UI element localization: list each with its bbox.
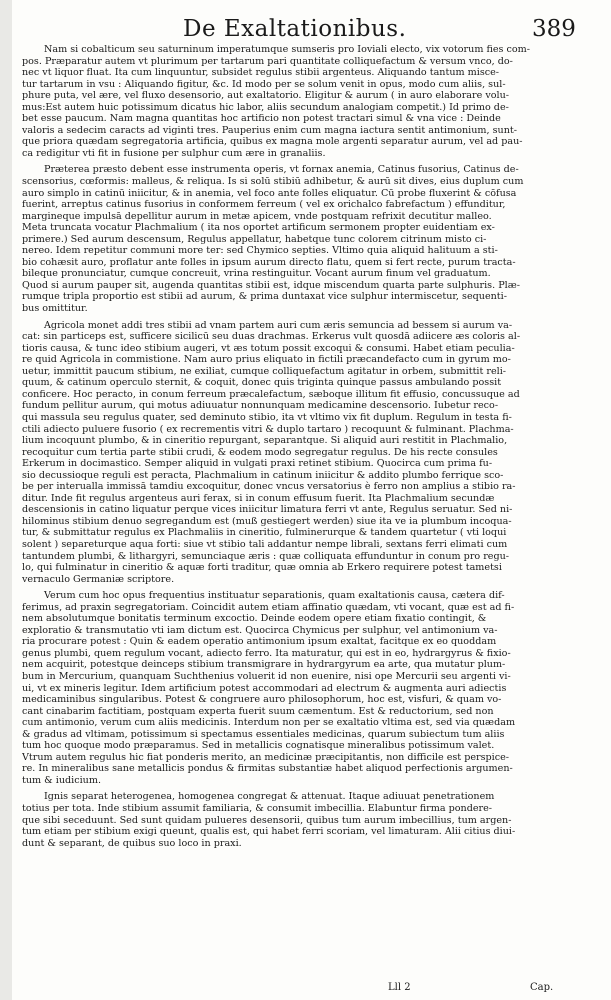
paragraph bbox=[22, 590, 578, 786]
text-line: Vtrum autem regulus hic fiat ponderis merito, an medicinæ præcipitantis, non difficile est perspice- bbox=[22, 751, 510, 763]
text-line: primere.) Sed aurum descensum, Regulus appellatur, habetque tunc colorem citrinum misto ci- bbox=[22, 233, 487, 245]
text-line: tum etiam per stibium exigi queunt, qualis est, qui habet ferri scoriam, vel limaturam. Alii citius diui- bbox=[22, 826, 516, 838]
text-line: tur, & submittatur regulus ex Plachmaliis in cineritio, fulminerurque & tandem quartetur ( vti loqui bbox=[22, 527, 507, 539]
text-line: nereo. Idem repetitur communi more ter: sed Chymico septies. Vltimo quia aliquid halituum a sti- bbox=[22, 245, 498, 257]
text-line: tur tartarum in vsu : Aliquando figitur, &c. Id modo per se solum venit in opus, modo cum aliis, sul- bbox=[22, 78, 506, 90]
text-line: uetur, immittit paucum stibium, ne exiliat, cumque colliquefactum agitatur in orbem, submittit reli- bbox=[22, 365, 507, 377]
text-line: quum, & catinum operculo sternit, & coquit, donec quis triginta quinque passus ambulando possit bbox=[22, 377, 502, 389]
text-line: qui massula seu regulus quater, sed deminuto stibio, ita vt vltimo vix fit duplum. Regulum in testa fi- bbox=[22, 411, 512, 423]
text-line: descensionis in catino liquatur perque vices iniicitur limatura ferri vt ante, Regulus seruatur. Sed ni- bbox=[22, 504, 513, 516]
text-line: be per interualla immissā tamdiu excoquitur, donec vncus versatorius è ferro non amplius a stibio ra- bbox=[22, 481, 516, 493]
paragraph bbox=[22, 164, 578, 314]
text-line: tum & iudicium. bbox=[22, 774, 101, 786]
text-line: cum antimonio, verum cum aliis medicinis. Interdum non per se exaltatio vltima est, sed via quædam bbox=[22, 717, 516, 729]
text-line: ctili adiecto puluere fusorio ( ex recrementis vitri & duplo tartaro ) recoquunt & fulminant. Plachma- bbox=[22, 423, 514, 435]
text-line: medicaminibus singularibus. Potest & congruere auro philosophorum, hoc est, visfuri, & quam vo- bbox=[22, 694, 502, 706]
text-line: Quod si aurum pauper sit, augenda quantitas stibii est, idque miscendum quarta parte sulphuris. Plæ- bbox=[22, 279, 520, 291]
paragraph bbox=[22, 791, 578, 849]
text-line: phure puta, vel ære, vel fluxo desensorio, aut exaltatorio. Eligitur & aurum ( in auro elaborare volu- bbox=[22, 90, 510, 102]
text-line: pos. Præparatur autem vt plurimum per tartarum pari quantitate colliquefactum & versum vnco, do- bbox=[22, 55, 513, 67]
text-line: & gradus ad vltimam, potissimum si spectamus essentiales medicinas, quarum subiectum tum aliis bbox=[22, 728, 505, 740]
page-edge-shadow bbox=[0, 0, 12, 1000]
text-line: Agricola monet addi tres stibii ad vnam partem auri cum æris semuncia ad bessem si aurum va- bbox=[44, 319, 513, 331]
paragraph bbox=[22, 320, 578, 586]
text-body bbox=[22, 44, 578, 849]
text-line: ria procurare potest : Quin & eadem operatio antimonium ipsum exaltat, facitque ex eo quoddam bbox=[22, 636, 497, 648]
text-line: bet esse paucum. Nam magna quantitas hoc artificio non potest tractari simul & vna vice : Deinde bbox=[22, 113, 501, 125]
text-line: que sibi seceduunt. Sed sunt quidam pulueres desensorii, quibus tum aurum imbecillius, tum argen- bbox=[22, 814, 512, 826]
text-line: nem absolutumque bonitatis terminum excoctio. Deinde eodem opere etiam fixatio contingit, & bbox=[22, 613, 487, 625]
text-line: scensorius, cœformis: malleus, & reliqua. Is si solū stibiū adhibetur, & aurū sit dives, eius duplum cum bbox=[22, 176, 524, 188]
text-line: dunt & separant, de quibus suo loco in praxi. bbox=[22, 837, 242, 849]
text-line: cant cinabarim factitiam, postquam experta fuerit suum cæmentum. Est & reductorium, sed non bbox=[22, 705, 494, 717]
text-line: vernaculo Germaniæ scriptore. bbox=[22, 573, 175, 585]
text-line: bus omittitur. bbox=[22, 303, 88, 315]
text-line: auro simplo in catinū iniicitur, & in anemia, vel foco ante folles eliquatur. Cū probe fluxerint & cōfusa bbox=[22, 187, 517, 199]
text-line: Verum cum hoc opus frequentius instituatur separationis, quam exaltationis causa, cætera dif- bbox=[44, 590, 505, 602]
text-line: lium incoquunt plumbo, & in cineritio repurgant, separantque. Si aliquid auri restitit in Plachmalio, bbox=[22, 435, 508, 447]
text-line: sio decussioque reguli est peracta, Plachmalium in catinum iniicitur & addito plumbo ferrique sco- bbox=[22, 469, 504, 481]
text-line: cat: sin particeps est, sufficere sicilicū seu duas drachmas. Erkerus vult quosdā adiicere æs coloris al- bbox=[22, 331, 521, 343]
text-line: conficere. Hoc peracto, in conum ferreum præcalefactum, sæboque illitum fit effusio, concussuque ad bbox=[22, 388, 520, 400]
text-line: recoquitur cum tertia parte stibii crudi, & eodem modo segregatur regulus. De his recte consules bbox=[22, 446, 498, 458]
text-line: que priora quædam segregatoria artificia, quibus ex magna mole argenti separatur aurum, vel ad pau- bbox=[22, 136, 523, 148]
text-line: mus:Est autem huic potissimum dicatus hic labor, aliis secundum analogiam competit.) Id primo de- bbox=[22, 101, 509, 113]
text-line: bileque pronunciatur, cumque concreuit, vrina restinguitur. Vocant aurum finum vel graduatum. bbox=[22, 268, 491, 280]
text-line: exploratio & transmutatio vti iam dictum est. Quocirca Chymicus per sulphur, vel antimonium va- bbox=[22, 624, 498, 636]
text-line: Præterea præsto debent esse instrumenta operis, vt fornax anemia, Catinus fusorius, Catinus de- bbox=[44, 164, 519, 176]
page-number: 389 bbox=[532, 16, 576, 42]
text-line: Erkerum in docimastico. Semper aliquid in vulgati praxi retinet stibium. Quocirca cum prima fu- bbox=[22, 458, 493, 470]
text-line: bum in Mercurium, quanquam Suchthenius voluerit id non euenire, nisi ope Mercurii seu argenti vi- bbox=[22, 670, 511, 682]
page-footer bbox=[0, 982, 611, 996]
text-line: ui, vt ex mineris legitur. Idem artificium potest accommodari ad electrum & augmenta auri adiectis bbox=[22, 682, 507, 694]
text-line: Nam si cobalticum seu saturninum imperatumque sumseris pro Ioviali electo, vix votorum fies com- bbox=[44, 44, 531, 55]
text-line: rumque tripla proportio est stibii ad aurum, & prima duntaxat vice sulphur intermiscetur, sequenti- bbox=[22, 291, 507, 303]
text-line: re. In mineralibus sane metallicis pondus & firmitas substantiæ habet aliquod perfectionis argumen- bbox=[22, 763, 513, 775]
text-line: lo, qui fulminatur in cineritio & aquæ forti traditur, quæ omnia ab Erkero requirere potest tametsi bbox=[22, 562, 502, 574]
text-line: totius per tota. Inde stibium assumit familiaria, & consumit imbecillia. Elabuntur firma pondere- bbox=[22, 803, 493, 814]
catchword: Cap. bbox=[530, 982, 554, 993]
signature-mark: Lll 2 bbox=[388, 982, 411, 993]
text-line: tantundem plumbi, & lithargyri, semunciaque æris : quæ colliquata effunduntur in conum pro regu- bbox=[22, 550, 510, 562]
page-title: De Exaltationibus. bbox=[183, 16, 407, 42]
text-line: fuerint, arreptus catinus fusorius in conformem ferreum ( vel ex orichalco fabrefactum ) effunditur, bbox=[22, 199, 506, 211]
text-line: solent ) separeturque aqua forti: siue vt stibio tali addantur nempe librali, sextans ferri elimati cum bbox=[22, 538, 508, 550]
paragraph bbox=[22, 44, 578, 159]
text-line: ditur. Inde fit regulus argenteus auri ferax, si in conum effusum fuerit. Ita Plachmalium secundæ bbox=[22, 492, 495, 504]
text-line: fundum pellitur aurum, qui motus adiuuatur nonnunquam medicamine descensorio. Iubetur reco- bbox=[22, 400, 499, 412]
text-line: ca redigitur vti fit in fusione per sulphur cum ære in granaliis. bbox=[22, 147, 326, 159]
text-line: Ignis separat heterogenea, homogenea congregat & attenuat. Itaque adiuuat penetrationem bbox=[44, 791, 495, 803]
text-line: hilominus stibium denuo segregandum est (muß gestiegert werden) siue ita ve ia plumbum incoqua- bbox=[22, 515, 512, 527]
text-line: genus plumbi, quem regulum vocant, adiecto ferro. Ita maturatur, qui est in eo, hydrargyrus & fixio- bbox=[22, 647, 511, 659]
text-line: bio cohæsit auro, proflatur ante folles in ipsum aurum directo flatu, quem si fert recte, purum tracta- bbox=[22, 256, 516, 268]
text-line: re quid Agricola in commistione. Nam auro prius eliquato in fictili præcandefacto cum in gyrum mo- bbox=[22, 354, 511, 366]
text-line: Meta truncata vocatur Plachmalium ( ita nos oportet artificum sermonem propter euidentiam ex- bbox=[22, 222, 495, 234]
text-line: margineque impulsā depellitur aurum in metæ apicem, vnde postquam refrixit decutitur malleo. bbox=[22, 210, 492, 222]
text-line: nec vt liquor fluat. Ita cum linquuntur, subsidet regulus stibii argenteus. Aliquando tantum misce- bbox=[22, 67, 500, 79]
text-line: tum hoc quoque modo præparamus. Sed in metallicis cognatisque mineralibus potissimum valet. bbox=[22, 740, 495, 752]
text-line: valoris a sedecim caracts ad viginti tres. Pauperius enim cum magna iactura sentit antimonium, sunt- bbox=[22, 124, 517, 136]
text-line: tioris causa, & tunc ideo stibium augeri, vt æs totum possit excoqui & consumi. Habet etiam peculia- bbox=[22, 342, 515, 354]
text-line: nem acquirit, potestque deinceps stibium transmigrare in hydrargyrum ea arte, qua mutatur plum- bbox=[22, 659, 506, 671]
text-line: ferimus, ad praxin segregatoriam. Coincidit autem etiam affinatio quædam, vti vocant, quæ est ad fi- bbox=[22, 601, 515, 613]
